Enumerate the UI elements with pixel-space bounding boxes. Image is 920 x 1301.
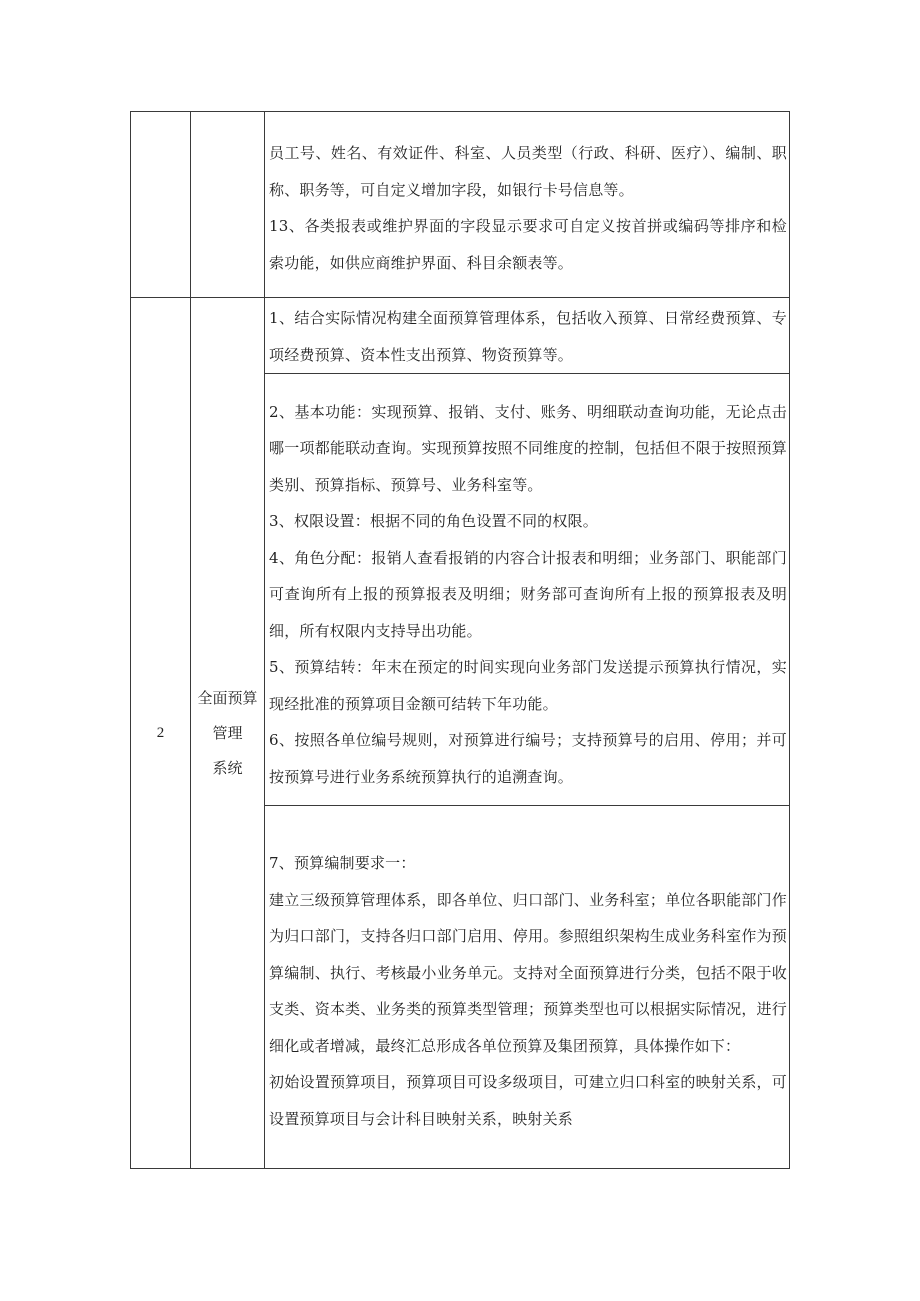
row-number-cell [131,112,191,298]
table-row [131,298,790,374]
requirement-cell [265,112,790,298]
requirements-table [130,111,790,1169]
requirement-cell [265,374,790,806]
module-name-cell [191,112,265,298]
module-name-line: 系统 [212,758,243,777]
requirement-text: 1、结合实际情况构建全面预算管理体系，包括收入预算、日常经费预算、专项经费预算、资本性支出预算、物资预算等。 [269,309,787,364]
module-name-cell [191,298,265,1169]
requirement-text: 员工号、姓名、有效证件、科室、人员类型（行政、科研、医疗）、编制、职称、职务等，可自定义增加字段，如银行卡号信息等。 [269,144,787,199]
module-name-line: 管理 [212,723,243,742]
requirement-text: 7、预算编制要求一： [269,854,416,872]
requirement-text: 3、权限设置：根据不同的角色设置不同的权限。 [269,512,598,531]
requirement-text: 6、按照各单位编号规则，对预算进行编号；支持预算号的启用、停用；并可按预算号进行业务系统预算执行的追溯查询。 [269,731,787,786]
requirement-text: 2、基本功能：实现预算、报销、支付、账务、明细联动查询功能，无论点击哪一项都能联动查询。实现预算按照不同维度的控制，包括但不限于按照预算类别、预算指标、预算号、业务科室等。 [269,402,787,494]
requirement-text: 4、角色分配：报销人查看报销的内容合计报表和明细；业务部门、职能部门可查询所有上报的预算报表及明细；财务部可查询所有上报的预算报表及明细，所有权限内支持导出功能。 [269,548,787,640]
requirement-text: 建立三级预算管理体系，即各单位、归口部门、业务科室；单位各职能部门作为归口部门，支持各归口部门启用、停用。参照组织架构生成业务科室作为预算编制、执行、考核最小业务单元。支持对全面预算进行分类，包括不限于收支类、资本类、业务类的预算类型管理；预算类型也可以根据实际情况，进行细化或者增减，最终汇总形成各单位预算及集团预算，具体操作如下： [269,890,787,1055]
row-number-cell: 2 [131,298,191,1169]
table-row [131,112,790,298]
requirement-text: 5、预算结转：年末在预定的时间实现向业务部门发送提示预算执行情况，实现经批准的预算项目金额可结转下年功能。 [269,658,787,713]
requirement-text: 13、各类报表或维护界面的字段显示要求可自定义按首拼或编码等排序和检索功能，如供应商维护界面、科目余额表等。 [269,217,787,272]
module-name-line: 全面预算 [197,688,258,707]
requirement-text: 初始设置预算项目，预算项目可设多级项目，可建立归口科室的映射关系，可设置预算项目与会计科目映射关系，映射关系 [269,1073,787,1128]
requirement-cell [265,806,790,1169]
requirement-cell [265,298,790,374]
